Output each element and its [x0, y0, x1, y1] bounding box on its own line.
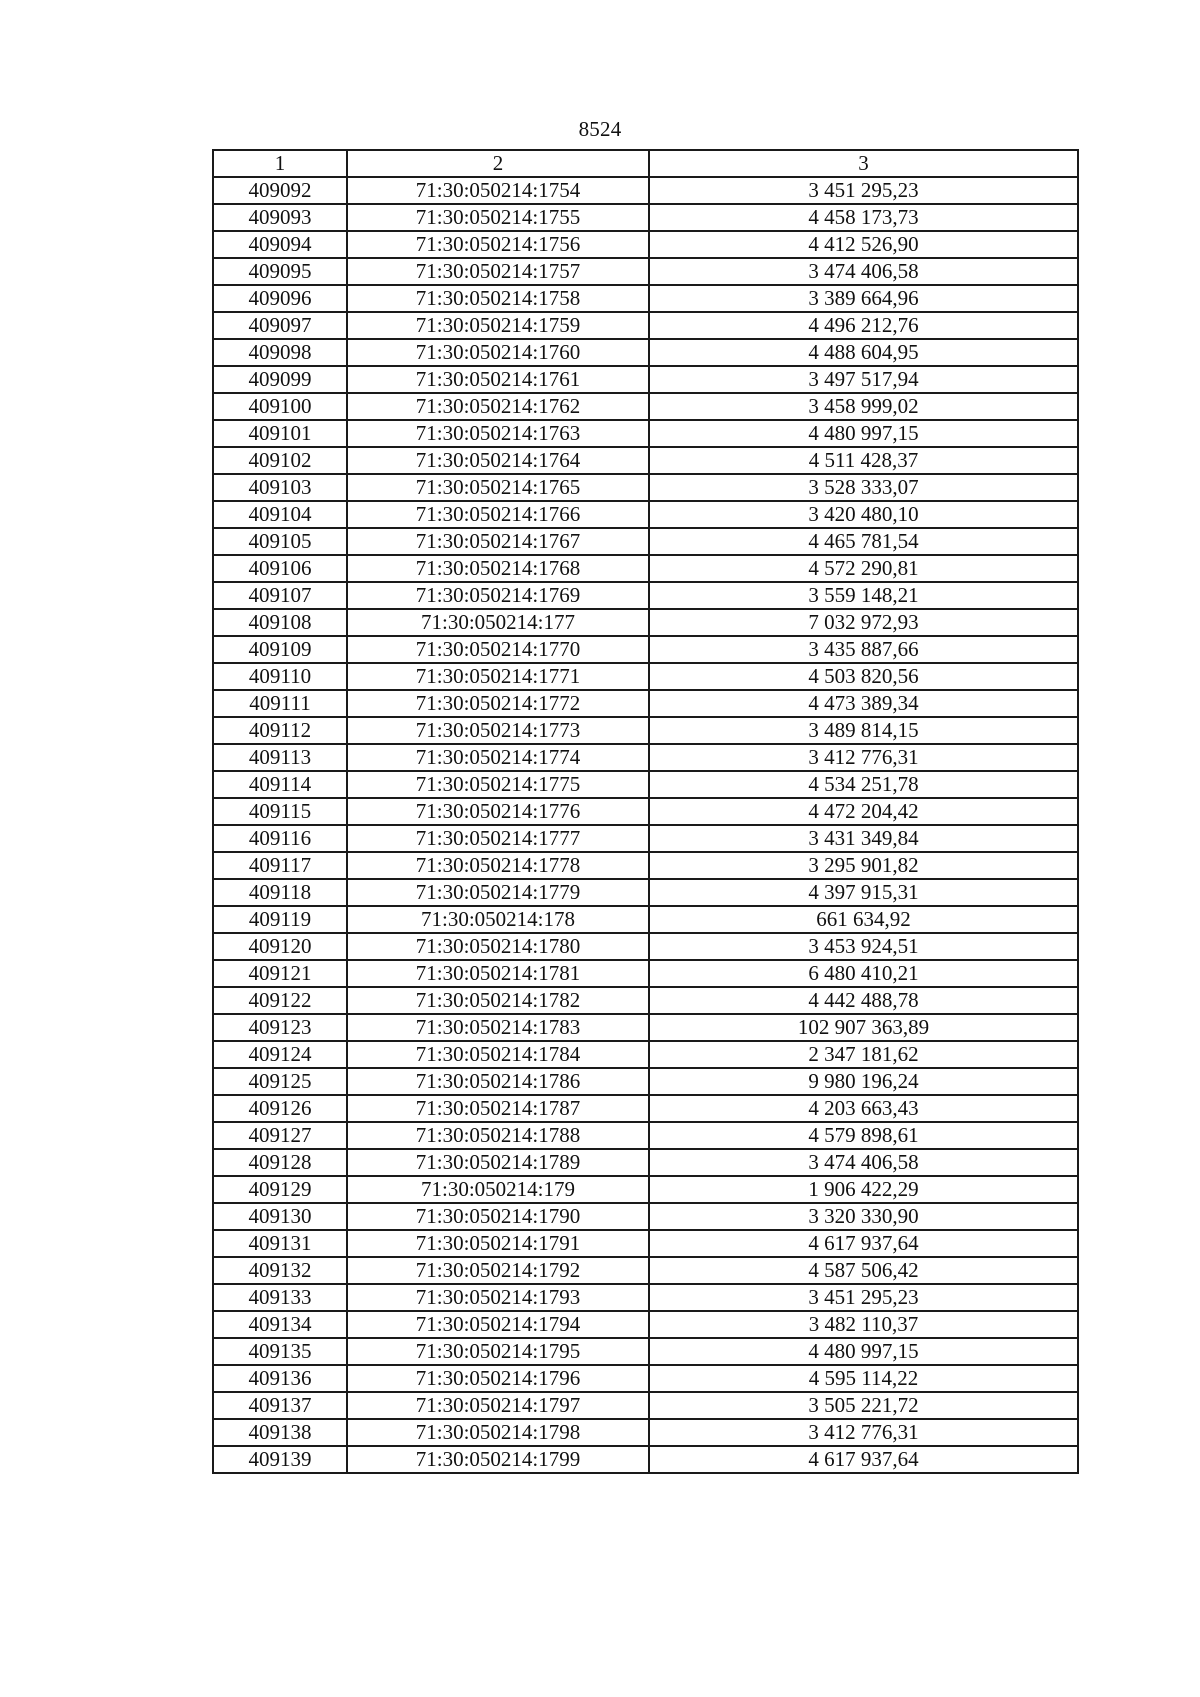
table-row — [213, 366, 1078, 393]
row-number-cell: 409120 — [213, 933, 347, 960]
table-row — [213, 285, 1078, 312]
cadastral-number-cell: 71:30:050214:179 — [347, 1176, 649, 1203]
cadastral-value-cell: 3 451 295,23 — [649, 177, 1078, 204]
row-number-cell: 409134 — [213, 1311, 347, 1338]
row-number-cell: 409105 — [213, 528, 347, 555]
table-row — [213, 1257, 1078, 1284]
cadastral-value-cell: 3 412 776,31 — [649, 1419, 1078, 1446]
cadastral-value-cell: 3 435 887,66 — [649, 636, 1078, 663]
cadastral-value-cell: 3 528 333,07 — [649, 474, 1078, 501]
table-body — [213, 150, 1078, 1473]
cadastral-number-cell: 71:30:050214:1775 — [347, 771, 649, 798]
cadastral-value-cell: 4 442 488,78 — [649, 987, 1078, 1014]
row-number-cell: 409102 — [213, 447, 347, 474]
cadastral-value-cell: 6 480 410,21 — [649, 960, 1078, 987]
table-row — [213, 1446, 1078, 1473]
row-number-cell: 409099 — [213, 366, 347, 393]
table-row — [213, 1014, 1078, 1041]
cadastral-number-cell: 71:30:050214:1799 — [347, 1446, 649, 1473]
row-number-cell: 409121 — [213, 960, 347, 987]
table-row — [213, 906, 1078, 933]
row-number-cell: 409130 — [213, 1203, 347, 1230]
row-number-cell: 409129 — [213, 1176, 347, 1203]
cadastral-number-cell: 71:30:050214:1797 — [347, 1392, 649, 1419]
row-number-cell: 409133 — [213, 1284, 347, 1311]
cadastral-number-cell: 71:30:050214:1777 — [347, 825, 649, 852]
table-row — [213, 771, 1078, 798]
row-number-cell: 409118 — [213, 879, 347, 906]
row-number-cell: 409095 — [213, 258, 347, 285]
row-number-cell: 409126 — [213, 1095, 347, 1122]
cadastral-number-cell: 71:30:050214:1769 — [347, 582, 649, 609]
cadastral-number-cell: 71:30:050214:1789 — [347, 1149, 649, 1176]
cadastral-value-cell: 3 320 330,90 — [649, 1203, 1078, 1230]
cadastral-number-cell: 71:30:050214:1780 — [347, 933, 649, 960]
cadastral-value-cell: 9 980 196,24 — [649, 1068, 1078, 1095]
cadastral-number-cell: 71:30:050214:1783 — [347, 1014, 649, 1041]
table-row — [213, 393, 1078, 420]
cadastral-value-cell: 3 559 148,21 — [649, 582, 1078, 609]
table-row — [213, 474, 1078, 501]
cadastral-number-cell: 71:30:050214:1763 — [347, 420, 649, 447]
table-row — [213, 879, 1078, 906]
table-row — [213, 798, 1078, 825]
row-number-cell: 409113 — [213, 744, 347, 771]
cadastral-value-cell: 1 906 422,29 — [649, 1176, 1078, 1203]
row-number-cell: 409138 — [213, 1419, 347, 1446]
cadastral-value-cell: 3 497 517,94 — [649, 366, 1078, 393]
cadastral-number-cell: 71:30:050214:1773 — [347, 717, 649, 744]
row-number-cell: 409111 — [213, 690, 347, 717]
cadastral-value-cell: 4 465 781,54 — [649, 528, 1078, 555]
table-row — [213, 960, 1078, 987]
cadastral-number-cell: 71:30:050214:1795 — [347, 1338, 649, 1365]
row-number-cell: 409104 — [213, 501, 347, 528]
cadastral-number-cell: 71:30:050214:1779 — [347, 879, 649, 906]
row-number-cell: 409103 — [213, 474, 347, 501]
table-row — [213, 717, 1078, 744]
table-row — [213, 555, 1078, 582]
table-row — [213, 1122, 1078, 1149]
table-row — [213, 312, 1078, 339]
table-row — [213, 663, 1078, 690]
cadastral-value-cell: 3 295 901,82 — [649, 852, 1078, 879]
cadastral-value-cell: 3 453 924,51 — [649, 933, 1078, 960]
cadastral-value-cell: 4 203 663,43 — [649, 1095, 1078, 1122]
row-number-cell: 409114 — [213, 771, 347, 798]
row-number-cell: 409124 — [213, 1041, 347, 1068]
cadastral-value-cell: 4 412 526,90 — [649, 231, 1078, 258]
cadastral-number-cell: 71:30:050214:1786 — [347, 1068, 649, 1095]
table-row — [213, 609, 1078, 636]
table-row — [213, 177, 1078, 204]
cadastral-number-cell: 71:30:050214:1770 — [347, 636, 649, 663]
cadastral-number-cell: 71:30:050214:1774 — [347, 744, 649, 771]
cadastral-number-cell: 71:30:050214:1755 — [347, 204, 649, 231]
cadastral-number-cell: 71:30:050214:1756 — [347, 231, 649, 258]
table-row — [213, 1230, 1078, 1257]
cadastral-value-cell: 3 482 110,37 — [649, 1311, 1078, 1338]
table-row — [213, 447, 1078, 474]
cadastral-value-cell: 4 511 428,37 — [649, 447, 1078, 474]
row-number-cell: 409132 — [213, 1257, 347, 1284]
cadastral-number-cell: 71:30:050214:1790 — [347, 1203, 649, 1230]
cadastral-value-cell: 661 634,92 — [649, 906, 1078, 933]
cadastral-number-cell: 71:30:050214:1772 — [347, 690, 649, 717]
table-row — [213, 987, 1078, 1014]
row-number-cell: 409097 — [213, 312, 347, 339]
cadastral-value-cell: 4 579 898,61 — [649, 1122, 1078, 1149]
table-row — [213, 1149, 1078, 1176]
cadastral-value-cell: 4 617 937,64 — [649, 1446, 1078, 1473]
row-number-cell: 409125 — [213, 1068, 347, 1095]
cadastral-number-cell: 71:30:050214:1759 — [347, 312, 649, 339]
cadastral-value-cell: 3 489 814,15 — [649, 717, 1078, 744]
table-header-row — [213, 150, 1078, 177]
row-number-cell: 409117 — [213, 852, 347, 879]
cadastral-number-cell: 71:30:050214:1761 — [347, 366, 649, 393]
table-row — [213, 1041, 1078, 1068]
cadastral-value-cell: 3 420 480,10 — [649, 501, 1078, 528]
cadastral-value-cell: 4 503 820,56 — [649, 663, 1078, 690]
cadastral-number-cell: 71:30:050214:1766 — [347, 501, 649, 528]
cadastral-value-cell: 3 451 295,23 — [649, 1284, 1078, 1311]
cadastral-number-cell: 71:30:050214:1798 — [347, 1419, 649, 1446]
cadastral-number-cell: 71:30:050214:177 — [347, 609, 649, 636]
cadastral-number-cell: 71:30:050214:1762 — [347, 393, 649, 420]
table-row — [213, 1095, 1078, 1122]
cadastral-value-cell: 4 458 173,73 — [649, 204, 1078, 231]
column-header-1: 1 — [213, 150, 347, 177]
row-number-cell: 409108 — [213, 609, 347, 636]
table-row — [213, 933, 1078, 960]
cadastral-number-cell: 71:30:050214:1794 — [347, 1311, 649, 1338]
row-number-cell: 409139 — [213, 1446, 347, 1473]
cadastral-value-cell: 4 496 212,76 — [649, 312, 1078, 339]
row-number-cell: 409131 — [213, 1230, 347, 1257]
table-row — [213, 1338, 1078, 1365]
cadastral-value-cell: 3 505 221,72 — [649, 1392, 1078, 1419]
row-number-cell: 409115 — [213, 798, 347, 825]
cadastral-value-cell: 4 488 604,95 — [649, 339, 1078, 366]
row-number-cell: 409127 — [213, 1122, 347, 1149]
table-row — [213, 1203, 1078, 1230]
row-number-cell: 409106 — [213, 555, 347, 582]
row-number-cell: 409092 — [213, 177, 347, 204]
column-header-3: 3 — [649, 150, 1078, 177]
row-number-cell: 409128 — [213, 1149, 347, 1176]
cadastral-value-cell: 4 534 251,78 — [649, 771, 1078, 798]
cadastral-value-cell: 3 431 349,84 — [649, 825, 1078, 852]
row-number-cell: 409096 — [213, 285, 347, 312]
row-number-cell: 409116 — [213, 825, 347, 852]
cadastral-number-cell: 71:30:050214:1765 — [347, 474, 649, 501]
table-row — [213, 852, 1078, 879]
table-row — [213, 582, 1078, 609]
table-row — [213, 636, 1078, 663]
cadastral-value-cell: 7 032 972,93 — [649, 609, 1078, 636]
table-row — [213, 339, 1078, 366]
cadastral-value-cell: 3 474 406,58 — [649, 258, 1078, 285]
cadastral-number-cell: 71:30:050214:1776 — [347, 798, 649, 825]
cadastral-value-cell: 3 458 999,02 — [649, 393, 1078, 420]
cadastral-value-cell: 4 472 204,42 — [649, 798, 1078, 825]
cadastral-value-cell: 3 474 406,58 — [649, 1149, 1078, 1176]
cadastral-value-cell: 4 595 114,22 — [649, 1365, 1078, 1392]
cadastral-value-cell: 4 397 915,31 — [649, 879, 1078, 906]
table-row — [213, 1311, 1078, 1338]
cadastral-value-table — [212, 149, 1079, 1474]
cadastral-value-cell: 4 480 997,15 — [649, 420, 1078, 447]
row-number-cell: 409123 — [213, 1014, 347, 1041]
cadastral-number-cell: 71:30:050214:1754 — [347, 177, 649, 204]
table-row — [213, 1392, 1078, 1419]
cadastral-value-cell: 4 617 937,64 — [649, 1230, 1078, 1257]
row-number-cell: 409107 — [213, 582, 347, 609]
row-number-cell: 409135 — [213, 1338, 347, 1365]
cadastral-number-cell: 71:30:050214:1758 — [347, 285, 649, 312]
cadastral-number-cell: 71:30:050214:1787 — [347, 1095, 649, 1122]
cadastral-value-cell: 3 412 776,31 — [649, 744, 1078, 771]
row-number-cell: 409112 — [213, 717, 347, 744]
row-number-cell: 409119 — [213, 906, 347, 933]
row-number-cell: 409093 — [213, 204, 347, 231]
cadastral-value-cell: 4 587 506,42 — [649, 1257, 1078, 1284]
table-row — [213, 501, 1078, 528]
cadastral-value-cell: 4 473 389,34 — [649, 690, 1078, 717]
cadastral-number-cell: 71:30:050214:1796 — [347, 1365, 649, 1392]
cadastral-number-cell: 71:30:050214:1792 — [347, 1257, 649, 1284]
cadastral-value-cell: 4 480 997,15 — [649, 1338, 1078, 1365]
table-row — [213, 1365, 1078, 1392]
cadastral-number-cell: 71:30:050214:1778 — [347, 852, 649, 879]
table-row — [213, 420, 1078, 447]
cadastral-number-cell: 71:30:050214:1782 — [347, 987, 649, 1014]
cadastral-value-cell: 3 389 664,96 — [649, 285, 1078, 312]
table-row — [213, 528, 1078, 555]
cadastral-number-cell: 71:30:050214:1767 — [347, 528, 649, 555]
cadastral-value-cell: 102 907 363,89 — [649, 1014, 1078, 1041]
table-row — [213, 231, 1078, 258]
cadastral-number-cell: 71:30:050214:1760 — [347, 339, 649, 366]
table-row — [213, 204, 1078, 231]
page-number: 8524 — [578, 117, 622, 141]
table-row — [213, 744, 1078, 771]
cadastral-value-cell: 4 572 290,81 — [649, 555, 1078, 582]
table-row — [213, 1284, 1078, 1311]
table-row — [213, 258, 1078, 285]
cadastral-number-cell: 71:30:050214:1757 — [347, 258, 649, 285]
cadastral-number-cell: 71:30:050214:1791 — [347, 1230, 649, 1257]
table-row — [213, 690, 1078, 717]
cadastral-number-cell: 71:30:050214:1771 — [347, 663, 649, 690]
cadastral-number-cell: 71:30:050214:1788 — [347, 1122, 649, 1149]
row-number-cell: 409101 — [213, 420, 347, 447]
row-number-cell: 409136 — [213, 1365, 347, 1392]
cadastral-value-cell: 2 347 181,62 — [649, 1041, 1078, 1068]
row-number-cell: 409122 — [213, 987, 347, 1014]
row-number-cell: 409094 — [213, 231, 347, 258]
row-number-cell: 409110 — [213, 663, 347, 690]
cadastral-number-cell: 71:30:050214:1793 — [347, 1284, 649, 1311]
cadastral-number-cell: 71:30:050214:1764 — [347, 447, 649, 474]
row-number-cell: 409098 — [213, 339, 347, 366]
column-header-2: 2 — [347, 150, 649, 177]
cadastral-number-cell: 71:30:050214:178 — [347, 906, 649, 933]
cadastral-number-cell: 71:30:050214:1768 — [347, 555, 649, 582]
table-row — [213, 825, 1078, 852]
table-row — [213, 1176, 1078, 1203]
table-row — [213, 1068, 1078, 1095]
row-number-cell: 409100 — [213, 393, 347, 420]
row-number-cell: 409137 — [213, 1392, 347, 1419]
cadastral-number-cell: 71:30:050214:1784 — [347, 1041, 649, 1068]
row-number-cell: 409109 — [213, 636, 347, 663]
table-row — [213, 1419, 1078, 1446]
cadastral-number-cell: 71:30:050214:1781 — [347, 960, 649, 987]
